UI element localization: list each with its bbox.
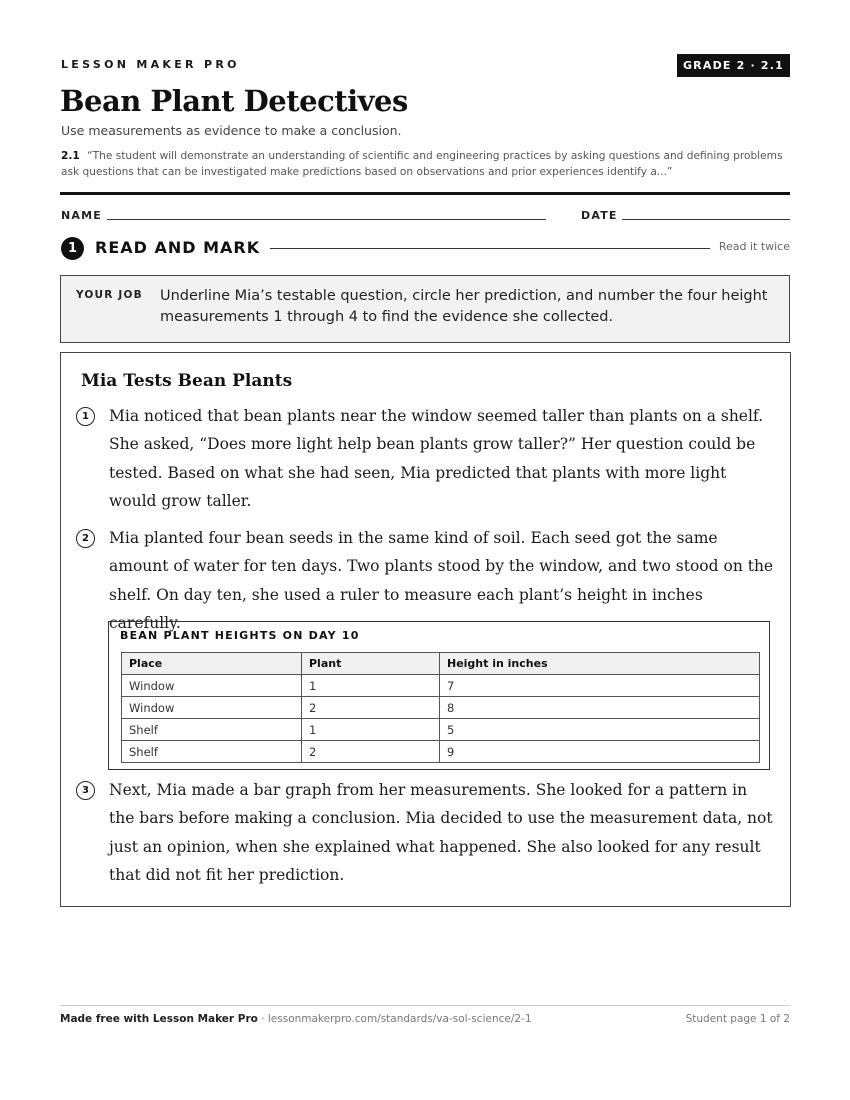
name-field[interactable] — [107, 219, 546, 220]
passage-title: Mia Tests Bean Plants — [81, 371, 293, 391]
job-instructions-box — [60, 275, 790, 343]
table-cell[interactable]: 1 — [302, 675, 440, 697]
date-label: DATE — [581, 209, 618, 222]
date-field[interactable] — [622, 219, 790, 220]
reading-passage — [60, 352, 791, 907]
footer-page-number: Student page 1 of 2 — [685, 1013, 790, 1025]
page-subtitle: Use measurements as evidence to make a conclusion. — [61, 123, 402, 138]
paragraph[interactable]: Mia planted four bean seeds in the same kind of soil. Each seed got the same amount of water for ten days. Two plants stood by the window, and two stood on the shelf. On day ten, she used a ruler to measure each plant’s height in inches carefully. — [109, 529, 774, 632]
data-table-box — [108, 621, 770, 770]
paragraph[interactable]: Next, Mia made a bar graph from her measurements. She looked for a pattern in the bars before making a conclusion. Mia decided to use the measurement data, not just an opinion, when she explained what happened. She also looked for any result that did not fit her prediction. — [109, 781, 773, 884]
table-cell[interactable]: 2 — [302, 697, 440, 719]
table-title: BEAN PLANT HEIGHTS ON DAY 10 — [120, 629, 360, 642]
footer-made-with: Made free with Lesson Maker Pro — [60, 1013, 258, 1025]
column-header: Place — [122, 653, 302, 675]
footer-separator: · — [257, 1013, 268, 1025]
page-title: Bean Plant Detectives — [60, 84, 408, 118]
table-header-row — [122, 653, 760, 675]
standard-code: 2.1 — [61, 150, 80, 162]
column-header: Plant — [302, 653, 440, 675]
table-row — [122, 697, 760, 719]
standard-text: “The student will demonstrate an understanding of scientific and engineering practices by asking questions and defining problems ask questions that can be investigated make predictions based on observations and prior experiences identify a...” — [61, 150, 783, 178]
name-label: NAME — [61, 209, 102, 222]
header-divider — [60, 192, 790, 195]
section-title: READ AND MARK — [95, 238, 261, 257]
column-header: Height in inches — [440, 653, 760, 675]
table-cell[interactable]: Window — [122, 675, 302, 697]
table-cell[interactable]: Window — [122, 697, 302, 719]
table-row — [122, 741, 760, 763]
table-cell[interactable]: 9 — [440, 741, 760, 763]
table-cell[interactable]: 1 — [302, 719, 440, 741]
footer-credit — [60, 1013, 532, 1025]
table-row — [122, 719, 760, 741]
table-cell[interactable]: Shelf — [122, 741, 302, 763]
table-cell[interactable]: 7 — [440, 675, 760, 697]
paragraph[interactable]: Mia noticed that bean plants near the window seemed taller than plants on a shelf. She asked, “Does more light help bean plants grow taller?” Her question could be tested. Based on what she had seen, Mia predicted that plants with more light would grow taller. — [109, 407, 764, 510]
job-label: YOUR JOB — [76, 289, 143, 301]
section-number-badge: 1 — [61, 237, 84, 260]
grade-badge: GRADE 2 · 2.1 — [677, 54, 790, 77]
table-row — [122, 675, 760, 697]
paragraph-number: 1 — [76, 407, 95, 426]
table-cell[interactable]: Shelf — [122, 719, 302, 741]
standard-description — [61, 148, 796, 180]
paragraph-number: 2 — [76, 529, 95, 548]
footer-divider — [60, 1005, 790, 1006]
table-cell[interactable]: 2 — [302, 741, 440, 763]
table-cell[interactable]: 5 — [440, 719, 760, 741]
section-note: Read it twice — [718, 240, 790, 253]
brand-logo-text: LESSON MAKER PRO — [61, 58, 240, 71]
bean-heights-table — [121, 652, 760, 763]
paragraph-number: 3 — [76, 781, 95, 800]
footer-url[interactable]: lessonmakerpro.com/standards/va-sol-science/2-1 — [267, 1013, 532, 1025]
job-text: Underline Mia’s testable question, circle her prediction, and number the four height measurements 1 through 4 to find the evidence she collected. — [160, 288, 768, 325]
section-divider — [270, 248, 710, 249]
table-cell[interactable]: 8 — [440, 697, 760, 719]
